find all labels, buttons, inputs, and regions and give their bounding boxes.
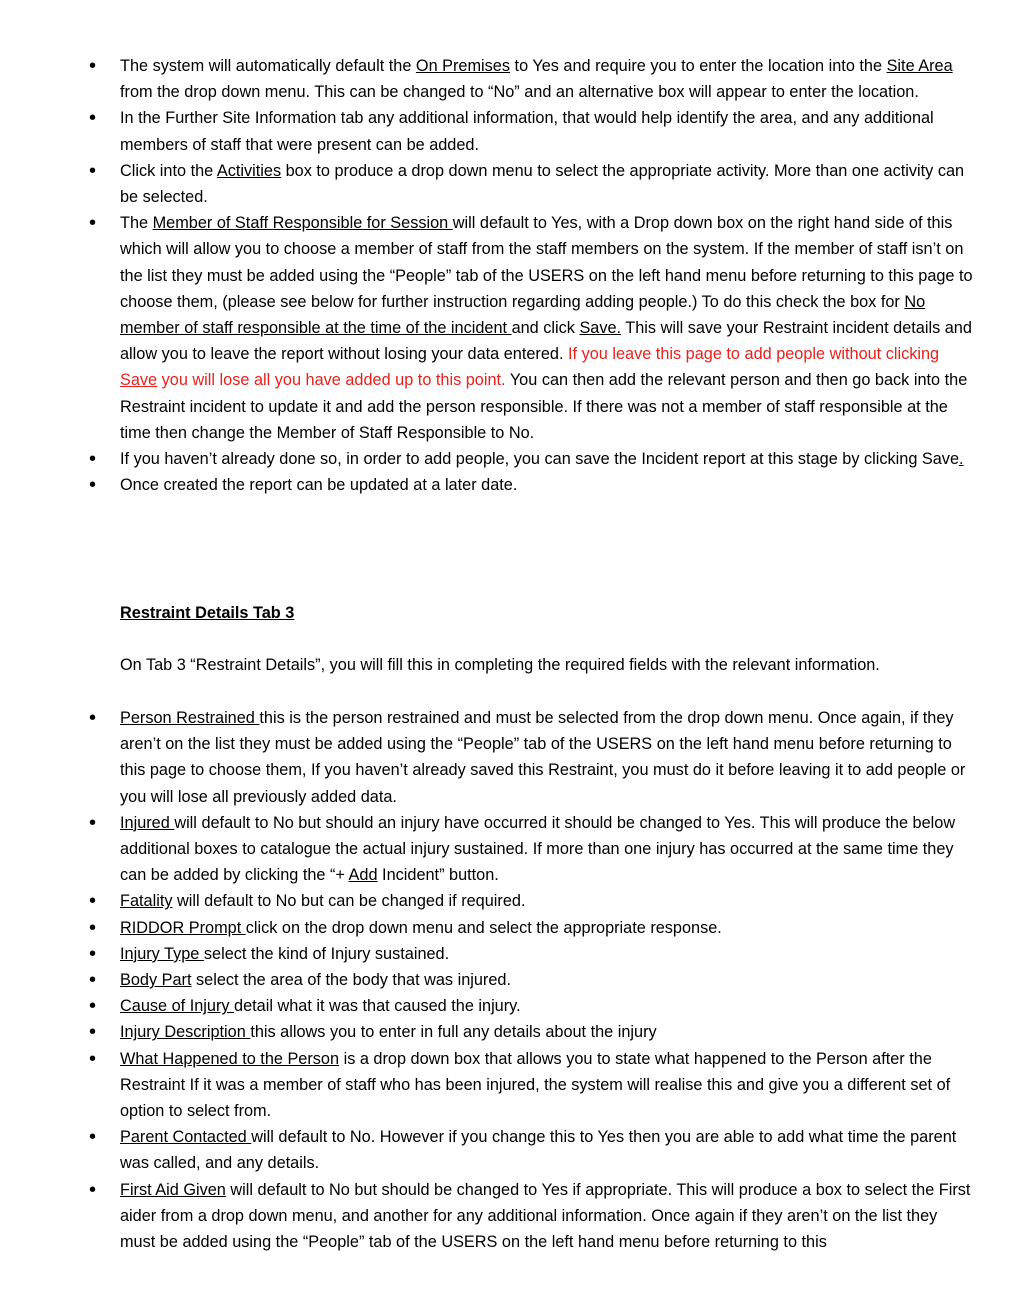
underlined-period: .	[959, 450, 964, 469]
field-name-site-area: Site Area	[886, 57, 953, 75]
text-run: from the drop down menu. This can be changed to “No” and an alternative box will appear to enter the location.	[120, 83, 919, 102]
text-run: In the Further Site Information tab any additional information, that would help identify the area, and any additional members of staff that were present can be added.	[120, 109, 934, 154]
text-run: select the area of the body that was injured.	[191, 971, 511, 990]
list-item-fatality	[120, 888, 976, 914]
text-run: detail what it was that caused the injury.	[234, 997, 521, 1016]
add-reference: Add	[348, 866, 378, 885]
list-item-activities	[120, 158, 976, 210]
list-item-update-later	[120, 472, 976, 498]
field-name-first-aid-given: First Aid Given	[120, 1180, 226, 1199]
list-item-what-happened	[120, 1046, 976, 1125]
field-name-fatality: Fatality	[120, 892, 173, 911]
field-name-on-premises: On Premises	[415, 57, 511, 75]
list-item-riddor-prompt	[120, 915, 976, 941]
text-run: This will save your Restraint incident details and allow you to leave the report without losing your data entered.	[120, 319, 972, 364]
list-item-first-aid-given	[120, 1177, 976, 1256]
text-run: Incident” button.	[377, 866, 499, 885]
field-name-person-restrained: Person Restrained	[120, 709, 260, 727]
intro-paragraph: On Tab 3 “Restraint Details”, you will fill this in completing the required fields with the relevant information.	[120, 656, 880, 674]
list-item-on-premises	[120, 53, 976, 105]
text-run: Once created the report can be updated at a later date.	[120, 476, 518, 495]
field-name-member-of-staff-responsible: Member of Staff Responsible for Session	[152, 214, 453, 233]
text-run: will default to No. However if you change this to Yes then you are able to add what time the parent was called, and any details.	[120, 1128, 957, 1173]
text-run: and click	[511, 319, 580, 338]
text-run: will default to No but should an injury have occurred it should be changed to Yes. This will produce the below additional boxes to catalogue the actual injury sustained. If more than one injury has occurred at the same time they can be added by clicking the “+	[120, 813, 956, 885]
text-run: click on the drop down menu and select the appropriate response.	[245, 918, 722, 937]
list-item-injury-description	[120, 1019, 976, 1045]
text-run: is a drop down box that allows you to state what happened to the Person after the Restraint If it was a member of staff who has been injured, the system will realise this and give you a different set of option to select from.	[120, 1049, 951, 1121]
text-run: to Yes and require you to enter the location into the	[510, 57, 887, 75]
list-item-parent-contacted	[120, 1124, 976, 1176]
list-item-further-site-information	[120, 105, 976, 157]
bullet-list-restraint-details	[120, 705, 976, 1255]
list-item-injury-type	[120, 941, 976, 967]
field-name-injury-description: Injury Description	[120, 1023, 251, 1042]
list-item-cause-of-injury	[120, 993, 976, 1019]
list-item-body-part	[120, 967, 976, 993]
list-item-save-incident	[120, 446, 976, 472]
text-run: The system will automatically default the	[120, 57, 416, 75]
warning-text: If you leave this page to add people without clicking	[568, 345, 940, 364]
field-name-what-happened: What Happened to the Person	[120, 1049, 340, 1068]
section-heading: Restraint Details Tab 3	[120, 604, 295, 622]
text-run: select the kind of Injury sustained.	[203, 944, 450, 963]
warning-text: you will lose all you have added up to this point.	[157, 371, 506, 390]
text-run: will default to No but can be changed if required.	[172, 892, 526, 911]
field-name-activities: Activities	[216, 161, 282, 180]
field-name-injured: Injured	[120, 813, 175, 832]
text-run: will default to Yes, with a Drop down box on the right hand side of this which will allow you to choose a member of staff from the staff members on the system. If the member of staff isn’t on the list they must be added using the “People” tab of the USERS on the left hand menu before returning to this page to choose them, (please see below for further instruction regarding adding people.) To do this check the box for	[120, 214, 973, 311]
field-name-injury-type: Injury Type	[120, 944, 204, 963]
list-item-injured	[120, 810, 976, 889]
text-run: If you haven’t already done so, in order to add people, you can save the Incident report at this stage by clicking Save	[120, 450, 960, 469]
list-item-person-restrained	[120, 705, 976, 810]
save-reference: Save.	[579, 319, 622, 338]
field-name-body-part: Body Part	[120, 971, 192, 990]
field-name-no-member-of-staff: No member of staff responsible at the time of the incident	[120, 292, 926, 338]
text-run: Click into the	[120, 161, 217, 180]
bullet-list-site-details	[120, 53, 976, 498]
text-run: You can then add the relevant person and then go back into the Restraint incident to update it and add the person responsible. If there was not a member of staff responsible at the time then change the Member of Staff Responsible to No.	[120, 371, 968, 442]
field-name-cause-of-injury: Cause of Injury	[120, 997, 235, 1016]
text-run: box to produce a drop down menu to select the appropriate activity. More than one activity can be selected.	[120, 161, 965, 207]
text-run: this is the person restrained and must be selected from the drop down menu. Once again, if they aren’t on the list they must be added using the “People” tab of the USERS on the left hand menu before returning to this page to choose them, If you haven’t already saved this Restraint, you must do it before leaving it to add people or you will lose all previously added data.	[120, 709, 966, 806]
text-run: will default to No but should be changed to Yes if appropriate. This will produce a box to select the First aider from a drop down menu, and another for any additional information. Once again if they aren’t on the list they must be added using the “People” tab of the USERS on the left hand menu before returning to this	[120, 1180, 971, 1252]
text-run: The	[120, 214, 153, 233]
warning-save-reference: Save	[120, 371, 158, 390]
field-name-parent-contacted: Parent Contacted	[120, 1128, 252, 1147]
field-name-riddor-prompt: RIDDOR Prompt	[120, 918, 246, 937]
text-run: this allows you to enter in full any details about the injury	[250, 1023, 657, 1042]
list-item-member-of-staff-responsible	[120, 210, 976, 446]
